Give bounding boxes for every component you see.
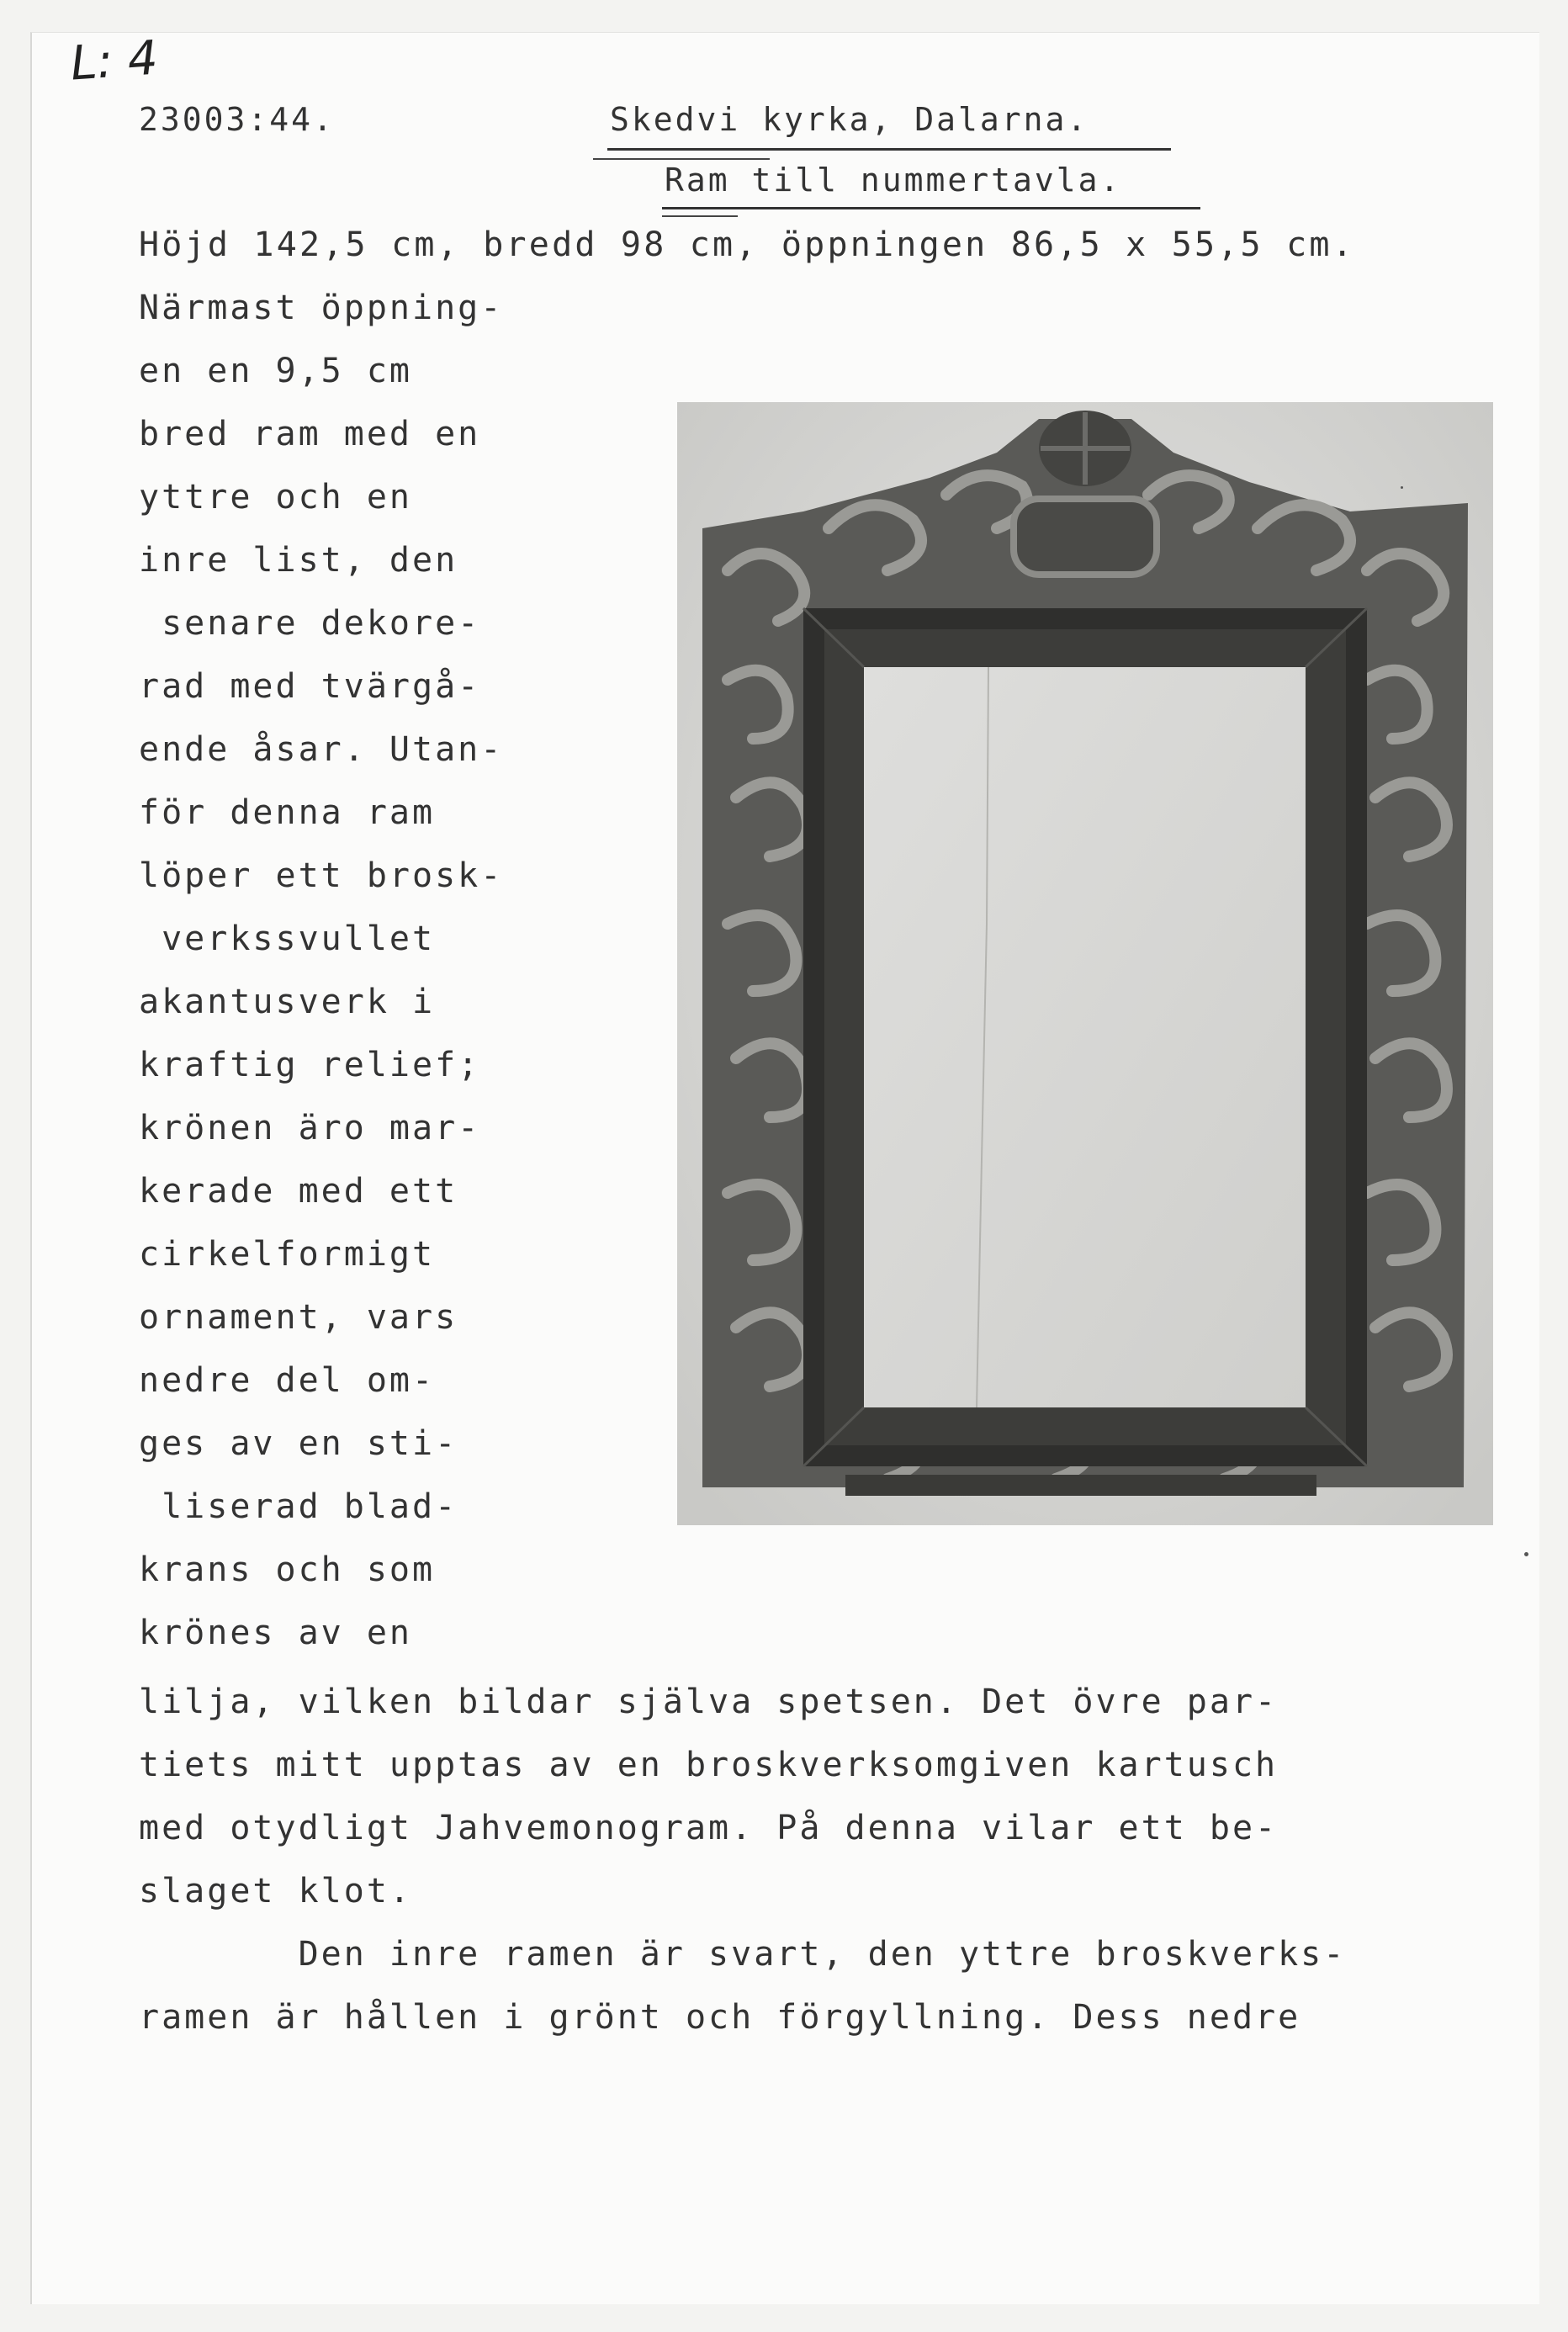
description-line: krönes av en [139, 1614, 412, 1652]
description-line: med otydligt Jahvemonogram. På denna vilar ett be- [139, 1809, 1279, 1847]
description-line: krönen äro mar- [139, 1109, 481, 1147]
description-line: rad med tvärgå- [139, 667, 481, 706]
underline [607, 148, 1171, 151]
frame-photograph [677, 402, 1493, 1525]
description-line: slaget klot. [139, 1872, 412, 1911]
description-line: ramen är hållen i grönt och förgyllning. Dess nedre [139, 1998, 1301, 2037]
description-line: Närmast öppning- [139, 289, 504, 327]
description-line: tiets mitt upptas av en broskverksomgiven kartusch [139, 1746, 1279, 1784]
description-line: liserad blad- [139, 1487, 458, 1526]
description-line: inre list, den [139, 541, 458, 580]
carved-frame-image [677, 402, 1493, 1525]
description-line: yttre och en [139, 478, 412, 517]
underline [593, 158, 770, 160]
speck [1401, 486, 1403, 489]
description-line: kerade med ett [139, 1172, 458, 1211]
description-line: kraftig relief; [139, 1046, 481, 1084]
description-line: ornament, vars [139, 1298, 458, 1337]
description-line: verkssvullet [139, 920, 436, 958]
title-object: Ram till nummertavla. [665, 162, 1122, 199]
description-line: bred ram med en [139, 415, 481, 453]
description-line: krans och som [139, 1550, 436, 1589]
description-line: löper ett brosk- [139, 856, 504, 895]
description-line: akantusverk i [139, 983, 436, 1021]
catalog-number: 23003:44. [139, 101, 335, 138]
description-line: för denna ram [139, 793, 436, 832]
description-line: cirkelformigt [139, 1235, 436, 1274]
handwritten-mark: L: 4 [68, 30, 160, 92]
description-line: nedre del om- [139, 1361, 436, 1400]
description-line: Den inre ramen är svart, den yttre broskverks- [139, 1935, 1347, 1974]
description-line: lilja, vilken bildar själva spetsen. Det övre par- [139, 1683, 1279, 1721]
underline [662, 207, 1200, 209]
description-line: senare dekore- [139, 604, 481, 643]
description-line: en en 9,5 cm [139, 352, 412, 390]
dimensions-line: Höjd 142,5 cm, bredd 98 cm, öppningen 86,5 x 55,5 cm. [139, 225, 1355, 264]
description-line: ges av en sti- [139, 1424, 458, 1463]
underline [662, 215, 738, 217]
speck [1524, 1552, 1528, 1556]
title-location: Skedvi kyrka, Dalarna. [610, 101, 1089, 138]
description-line: ende åsar. Utan- [139, 730, 504, 769]
